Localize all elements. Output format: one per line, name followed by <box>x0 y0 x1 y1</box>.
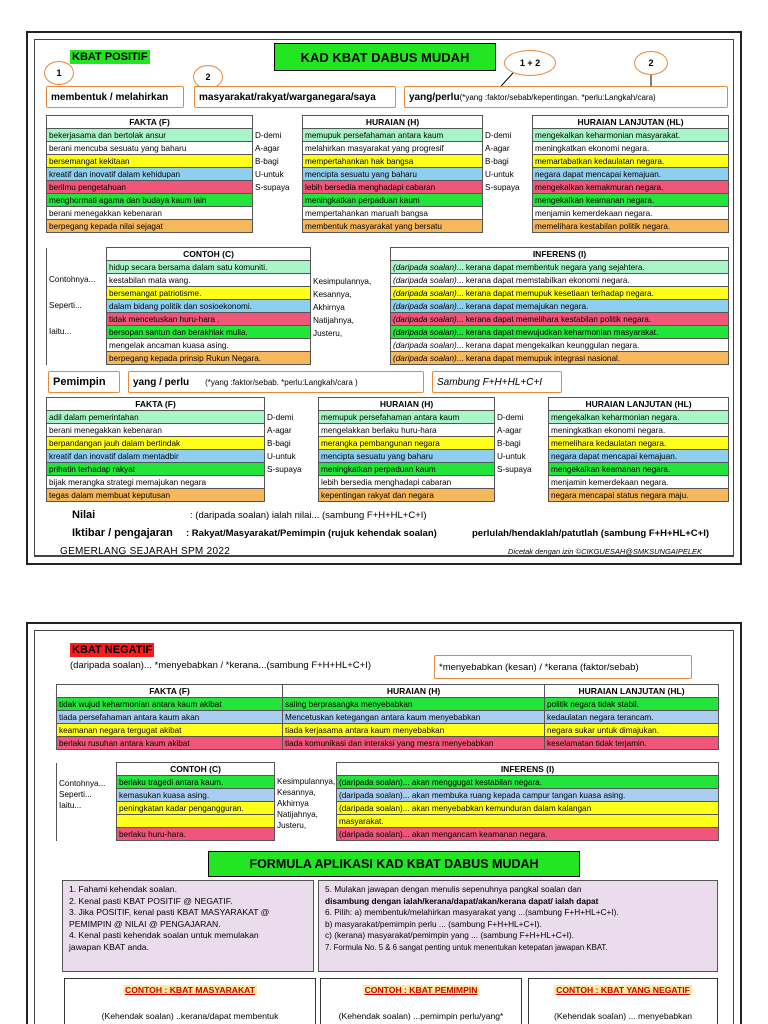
fakta-cell: tidak wujud keharmonian antara kaum akibat <box>57 698 283 711</box>
fakta-cell: prihatin terhadap rakyat <box>47 463 265 476</box>
connector-label: U-untuk <box>267 451 296 461</box>
table-row <box>57 698 719 711</box>
huraian-lanjutan-cell: menjamin kemerdekaan negara. <box>533 207 729 220</box>
circle-2: 2 <box>193 65 223 89</box>
fakta-cell: tiada persefahaman antara kaum akan <box>57 711 283 724</box>
inferens-cell: (daripada soalan)... akan membuka ruang kepada campur tangan kuasa asing. <box>337 789 719 802</box>
huraian-cell: mempertahankan maruah bangsa <box>303 207 483 220</box>
iktibar-right: perlulah/hendaklah/patutlah (sambung F+H+HL+C+I) <box>472 528 710 539</box>
header-huraian-neg: HURAIAN (H) <box>283 685 545 698</box>
mid-label: Natijahnya, <box>277 809 318 819</box>
inferens-prefix: (daripada soalan) <box>393 353 457 363</box>
header-huraian: HURAIAN (H) <box>303 116 483 129</box>
inferens-text: ... kerana dapat memajukan negara. <box>456 301 589 311</box>
box-pemimpin: Pemimpin <box>48 371 120 393</box>
fakta-cell: menghormati agama dan budaya kaum lain <box>47 194 253 207</box>
negatif-contoh-inferens-table <box>56 762 719 841</box>
mid-label-column <box>275 776 337 841</box>
example-negatif <box>528 978 718 1024</box>
box-membentuk: membentuk / melahirkan <box>46 86 184 108</box>
huraian-lanjutan-cell: negara mencapai status negara maju. <box>549 489 729 502</box>
nilai-label: Nilai <box>72 509 96 521</box>
formula-step-3: 3. Jika POSITIF, kenal pasti KBAT MASYARAKAT @ <box>69 907 270 917</box>
formula-step-1: 1. Fahami kehendak soalan. <box>69 884 177 894</box>
huraian-cell: memupuk persefahaman antara kaum <box>319 411 495 424</box>
formula-left-box <box>62 880 314 972</box>
formula-step-6b: b) masyarakat/pemimpin perlu ... (sambung F+H+HL+C+I). <box>325 918 542 929</box>
connector-column <box>265 411 319 502</box>
table-row <box>47 437 729 450</box>
negatif-subtitle: (daripada soalan)... *menyebabkan / *kerana...(sambung F+H+HL+C+I) <box>70 660 371 671</box>
huraian-cell: Mencetuskan ketegangan antara kaum menyebabkan <box>283 711 545 724</box>
header-hl-neg: HURAIAN LANJUTAN (HL) <box>545 685 719 698</box>
fakta-cell: berilmu pengetahuan <box>47 181 253 194</box>
example-pemimpin-title: CONTOH : KBAT PEMIMPIN <box>364 985 478 995</box>
connector-label: D-demi <box>485 130 512 140</box>
huraian-lanjutan-cell: memelihara kestabilan politik negara. <box>533 220 729 233</box>
connector-label: S-supaya <box>485 182 520 192</box>
table-row <box>47 450 729 463</box>
huraian-cell: lebih bersedia menghadapi cabaran <box>319 476 495 489</box>
header-contoh: CONTOH (C) <box>107 248 311 261</box>
negatif-table <box>56 684 719 750</box>
table-row <box>47 155 729 168</box>
mid-label: Akhirnya <box>313 302 345 312</box>
huraian-cell: melahirkan masyarakat yang progresif <box>303 142 483 155</box>
huraian-lanjutan-cell: kedaulatan negara terancam. <box>545 711 719 724</box>
inferens-cell <box>391 352 729 365</box>
inferens-text: ... kerana dapat membentuk negara yang sejahtera. <box>456 262 645 272</box>
table-row <box>47 194 729 207</box>
huraian-lanjutan-cell: meningkatkan ekonomi negara. <box>533 142 729 155</box>
inferens-text: ... kerana dapat mengekalkan keunggulan negara. <box>456 340 640 350</box>
inferens-cell: masyarakat. <box>337 815 719 828</box>
contoh-cell: bersopan santun dan berakhlak mulia. <box>107 326 311 339</box>
mid-label: Kesannya, <box>313 289 352 299</box>
table-row <box>47 207 729 220</box>
fakta-cell: kreatif dan inovatif dalam mentadbir <box>47 450 265 463</box>
inferens-prefix: (daripada soalan) <box>393 275 457 285</box>
box-menyebabkan: *menyebabkan (kesan) / *kerana (faktor/sebab) <box>434 655 692 679</box>
connector-column <box>495 411 549 502</box>
formula-step-5b: disambung dengan ialah/kerana/dapat/akan/kerana dapat/ ialah dapat <box>325 895 599 906</box>
huraian-lanjutan-cell: mengekalkan keharmonian masyarakat. <box>533 129 729 142</box>
inferens-prefix: (daripada soalan) <box>393 288 457 298</box>
table-row <box>57 724 719 737</box>
fakta-cell: adil dalam pemerintahan <box>47 411 265 424</box>
mid-label: Justeru, <box>277 820 307 830</box>
formula-right-box <box>318 880 718 972</box>
formula-step-6: 6. Pilih: a) membentuk/melahirkan masyarakat yang ...(sambung F+H+HL+C+I). <box>325 907 619 917</box>
header-contoh-neg: CONTOH (C) <box>117 763 275 776</box>
pemimpin-yang-main: yang / perlu <box>133 376 190 388</box>
fakta-cell: berani mencuba sesuatu yang baharu <box>47 142 253 155</box>
formula-step-4b: jawapan KBAT anda. <box>69 941 149 952</box>
iktibar-text: : Rakyat/Masyarakat/Pemimpin (rujuk kehendak soalan) <box>186 528 437 539</box>
inferens-cell <box>391 274 729 287</box>
huraian-cell: lebih bersedia menghadapi cabaran <box>303 181 483 194</box>
contoh-cell: tidak mencetuskan huru-hara . <box>107 313 311 326</box>
left-label: Iaitu... <box>49 326 72 336</box>
contoh-cell: mengelak ancaman kuasa asing. <box>107 339 311 352</box>
inferens-cell <box>391 261 729 274</box>
connector-label: U-untuk <box>497 451 526 461</box>
inferens-cell <box>391 287 729 300</box>
box-yang-perlu <box>404 86 728 108</box>
huraian-cell: mengelakkan berlaku huru-hara <box>319 424 495 437</box>
huraian-cell: merangka pembangunan negara <box>319 437 495 450</box>
circle-2b: 2 <box>634 51 668 75</box>
table-row <box>47 476 729 489</box>
huraian-cell: tiada kerjasama antara kaum menyebabkan <box>283 724 545 737</box>
table-row <box>47 424 729 437</box>
positif-contoh-inferens-table <box>46 247 729 365</box>
contoh-cell: hidup secara bersama dalam satu komuniti. <box>107 261 311 274</box>
table-row <box>47 220 729 233</box>
mid-label: Kesimpulannya, <box>313 276 372 286</box>
connector-label: S-supaya <box>255 182 290 192</box>
mid-label: Akhirnya <box>277 798 309 808</box>
connector-label: D-demi <box>497 412 524 422</box>
example-masyarakat <box>64 978 316 1024</box>
example-masyarakat-text: (Kehendak soalan) ..kerana/dapat membentuk <box>101 1011 279 1021</box>
box-pemimpin-yang <box>128 371 424 393</box>
formula-step-3b: PEMIMPIN @ NILAI @ PENGAJARAN. <box>69 918 221 929</box>
nilai-text: : (daripada soalan) ialah nilai... (sambung F+H+HL+C+I) <box>190 510 427 521</box>
connector-label: U-untuk <box>255 169 284 179</box>
header-inferens-neg: INFERENS (I) <box>337 763 719 776</box>
fakta-cell: berani menegakkan kebenaran <box>47 207 253 220</box>
mid-label: Justeru, <box>313 328 343 338</box>
left-label-column <box>57 776 117 841</box>
huraian-lanjutan-cell: politik negara tidak stabil. <box>545 698 719 711</box>
huraian-cell: kepentingan rakyat dan negara <box>319 489 495 502</box>
inferens-text: ... kerana dapat memelihara kestabilan politik negara. <box>456 314 652 324</box>
inferens-cell: (daripada soalan)... akan mengancam keamanan negara. <box>337 828 719 841</box>
iktibar-label: Iktibar / pengajaran <box>72 527 173 539</box>
contoh-cell: dalam bidang politik dan sosioekonomi. <box>107 300 311 313</box>
connector-label: A-agar <box>255 143 280 153</box>
table-row <box>47 261 729 274</box>
inferens-cell <box>391 339 729 352</box>
footer-left: GEMERLANG SEJARAH SPM 2022 <box>60 546 231 557</box>
huraian-lanjutan-cell: mengekalkan kemakmuran negara. <box>533 181 729 194</box>
inferens-text: ... kerana dapat memstabilkan ekonomi negara. <box>456 275 630 285</box>
contoh-cell: peningkatan kadar pengangguran. <box>117 802 275 815</box>
contoh-cell: kestabilan mata wang. <box>107 274 311 287</box>
formula-title: FORMULA APLIKASI KAD KBAT DABUS MUDAH <box>208 851 580 877</box>
table-row <box>57 737 719 750</box>
header-huraian-lanjutan: HURAIAN LANJUTAN (HL) <box>533 116 729 129</box>
huraian-lanjutan-cell: keselamatan tidak terjamin. <box>545 737 719 750</box>
connector-label: D-demi <box>267 412 294 422</box>
connector-label: D-demi <box>255 130 282 140</box>
huraian-lanjutan-cell: mengekalkan keamanan negara. <box>549 463 729 476</box>
contoh-cell: berlaku huru-hara. <box>117 828 275 841</box>
connector-label: A-agar <box>497 425 522 435</box>
connector-label: B-bagi <box>255 156 279 166</box>
connector-label: A-agar <box>485 143 510 153</box>
huraian-lanjutan-cell: meningkatkan ekonomi negara. <box>549 424 729 437</box>
left-label-column <box>47 261 107 365</box>
example-masyarakat-title: CONTOH : KBAT MASYARAKAT <box>124 985 256 995</box>
circle-1-plus-2: 1 + 2 <box>504 50 556 76</box>
huraian-cell: mencipta sesuatu yang baharu <box>303 168 483 181</box>
example-pemimpin <box>320 978 522 1024</box>
connector-label: B-bagi <box>497 438 521 448</box>
inferens-prefix: (daripada soalan) <box>393 340 457 350</box>
inferens-cell <box>391 313 729 326</box>
header-hl-pemimpin: HURAIAN LANJUTAN (HL) <box>549 398 729 411</box>
connector-label: U-untuk <box>485 169 514 179</box>
table-row <box>47 168 729 181</box>
circle-1: 1 <box>44 61 74 85</box>
table-row <box>57 802 719 815</box>
fakta-cell: berani menegakkan kebenaran <box>47 424 265 437</box>
kbat-negatif-card <box>26 622 742 1024</box>
connector-label: S-supaya <box>497 464 532 474</box>
connector-label: S-supaya <box>267 464 302 474</box>
header-inferens: INFERENS (I) <box>391 248 729 261</box>
example-pemimpin-text: (Kehendak soalan) ...pemimpin perlu/yang* <box>338 1011 504 1021</box>
table-row <box>57 815 719 828</box>
fakta-cell: berlaku rusuhan antara kaum akibat <box>57 737 283 750</box>
table-row <box>47 489 729 502</box>
huraian-lanjutan-cell: memelihara kedaulatan negara. <box>549 437 729 450</box>
inferens-cell <box>391 300 729 313</box>
kbat-positif-badge: KBAT POSITIF <box>72 51 148 63</box>
formula-step-2: 2. Kenal pasti KBAT POSITIF @ NEGATIF. <box>69 895 233 906</box>
contoh-cell: bersemangat patriotisme. <box>107 287 311 300</box>
huraian-cell: tiada komunikasi dan interaksi yang mesra menyebabkan <box>283 737 545 750</box>
fakta-cell: berpandangan jauh dalam bertindak <box>47 437 265 450</box>
fakta-cell: keamanan negara tergugat akibat <box>57 724 283 737</box>
fakta-cell: bijak merangka strategi memajukan negara <box>47 476 265 489</box>
contoh-cell: berlaku tragedi antara kaum. <box>117 776 275 789</box>
table-row <box>47 142 729 155</box>
contoh-cell: kemasukan kuasa asing. <box>117 789 275 802</box>
header-fakta: FAKTA (F) <box>47 116 253 129</box>
huraian-cell: mempertahankan hak bangsa <box>303 155 483 168</box>
mid-label: Kesannya, <box>277 787 316 797</box>
fakta-cell: bersemangat kekitaan <box>47 155 253 168</box>
huraian-lanjutan-cell: negara sukar untuk dimajukan. <box>545 724 719 737</box>
connector-label: A-agar <box>267 425 292 435</box>
kbat-positif-card <box>26 31 742 565</box>
table-row <box>57 789 719 802</box>
fakta-cell: tegas dalam membuat keputusan <box>47 489 265 502</box>
footer-right: Dicetak dengan izin ©CIKGUESAH@SMKSUNGAIPELEK <box>508 547 703 556</box>
formula-step-5: 5. Mulakan jawapan dengan menulis sepenuhnya pangkal soalan dan <box>325 884 582 894</box>
table-row <box>47 411 729 424</box>
positif-masyarakat-table <box>46 115 729 233</box>
mid-label: Natijahnya, <box>313 315 354 325</box>
inferens-text: ... kerana dapat memupuk kesetiaan terhadap negara. <box>456 288 654 298</box>
huraian-lanjutan-cell: negara dapat mencapai kemajuan. <box>549 450 729 463</box>
header-fakta-pemimpin: FAKTA (F) <box>47 398 265 411</box>
huraian-lanjutan-cell: memartabatkan kedaulatan negara. <box>533 155 729 168</box>
box-yang-perlu-main: yang/perlu <box>409 91 460 103</box>
inferens-prefix: (daripada soalan) <box>393 314 457 324</box>
inferens-cell: (daripada soalan)... akan menyebabkan kemunduran dalam kalangan <box>337 802 719 815</box>
example-negatif-title: CONTOH : KBAT YANG NEGATIF <box>556 985 690 995</box>
connector-label: B-bagi <box>485 156 509 166</box>
huraian-lanjutan-cell: menjamin kemerdekaan negara. <box>549 476 729 489</box>
formula-step-4: 4. Kenal pasti kehendak soalan untuk memulakan <box>69 930 259 940</box>
formula-step-7: 7. Formula No. 5 & 6 sangat penting untuk menentukan ketepatan jawapan KBAT. <box>325 942 608 952</box>
connector-column <box>483 129 533 233</box>
contoh-cell: berpegang kepada prinsip Rukun Negara. <box>107 352 311 365</box>
formula-step-6c: c) (kerana) masyarakat/pemimpin yang ... (sambung F+H+HL+C+I). <box>325 930 575 940</box>
left-label: Seperti... <box>49 300 82 310</box>
box-sambung: Sambung F+H+HL+C+I <box>432 371 562 393</box>
huraian-cell: saling berprasangka menyebabkan <box>283 698 545 711</box>
header-fakta-neg: FAKTA (F) <box>57 685 283 698</box>
box-masyarakat: masyarakat/rakyat/warganegara/saya <box>194 86 396 108</box>
positif-pemimpin-table <box>46 397 729 502</box>
left-label: Contohnya... <box>49 274 96 284</box>
inferens-text: ... kerana dapat memupuk integrasi nasional. <box>456 353 621 363</box>
inferens-cell <box>391 326 729 339</box>
fakta-cell: berpegang kepada nilai sejagat <box>47 220 253 233</box>
box-yang-perlu-note: (*yang :faktor/sebab/kepentingan. *perlu:Langkah/cara) <box>459 92 656 102</box>
inferens-prefix: (daripada soalan) <box>393 301 457 311</box>
huraian-lanjutan-cell: negara dapat mencapai kemajuan. <box>533 168 729 181</box>
connector-column <box>253 129 303 233</box>
card-title: KAD KBAT DABUS MUDAH <box>274 43 496 71</box>
inferens-cell: (daripada soalan)... akan menggugat kestabilan negara. <box>337 776 719 789</box>
left-label: Contohnya... <box>59 778 106 788</box>
left-label: Iaitu... <box>59 800 82 810</box>
table-row <box>47 463 729 476</box>
mid-label: Kesimpulannya, <box>277 776 336 786</box>
left-label: Seperti... <box>59 789 92 799</box>
pemimpin-yang-note: (*yang :faktor/sebab. *perlu:Langkah/cara ) <box>205 377 358 387</box>
table-row <box>57 828 719 841</box>
huraian-lanjutan-cell: mengekalkan keamanan negara. <box>533 194 729 207</box>
huraian-cell: membentuk masyarakat yang bersatu <box>303 220 483 233</box>
huraian-lanjutan-cell: mengekalkan keharmonian negara. <box>549 411 729 424</box>
header-huraian-pemimpin: HURAIAN (H) <box>319 398 495 411</box>
connector-label: B-bagi <box>267 438 291 448</box>
inferens-prefix: (daripada soalan) <box>393 327 457 337</box>
example-negatif-text: (Kehendak soalan) ... menyebabkan <box>553 1011 693 1021</box>
inferens-text: ... kerana dapat mewujudkan keharmonian masyarakat. <box>456 327 659 337</box>
huraian-cell: mencipta sesuatu yang baharu <box>319 450 495 463</box>
huraian-cell: meningkatkan perpaduan kaum <box>319 463 495 476</box>
table-row <box>57 776 719 789</box>
fakta-cell: kreatif dan inovatif dalam kehidupan <box>47 168 253 181</box>
table-row <box>47 181 729 194</box>
inferens-prefix: (daripada soalan) <box>393 262 457 272</box>
fakta-cell: bekerjasama dan bertolak ansur <box>47 129 253 142</box>
table-row <box>47 129 729 142</box>
mid-label-column <box>311 261 391 365</box>
kbat-negatif-badge: KBAT NEGATIF <box>72 644 153 656</box>
table-row <box>57 711 719 724</box>
huraian-cell: memupuk persefahaman antara kaum <box>303 129 483 142</box>
contoh-cell <box>117 815 275 828</box>
huraian-cell: meningkatkan perpaduan kaum <box>303 194 483 207</box>
